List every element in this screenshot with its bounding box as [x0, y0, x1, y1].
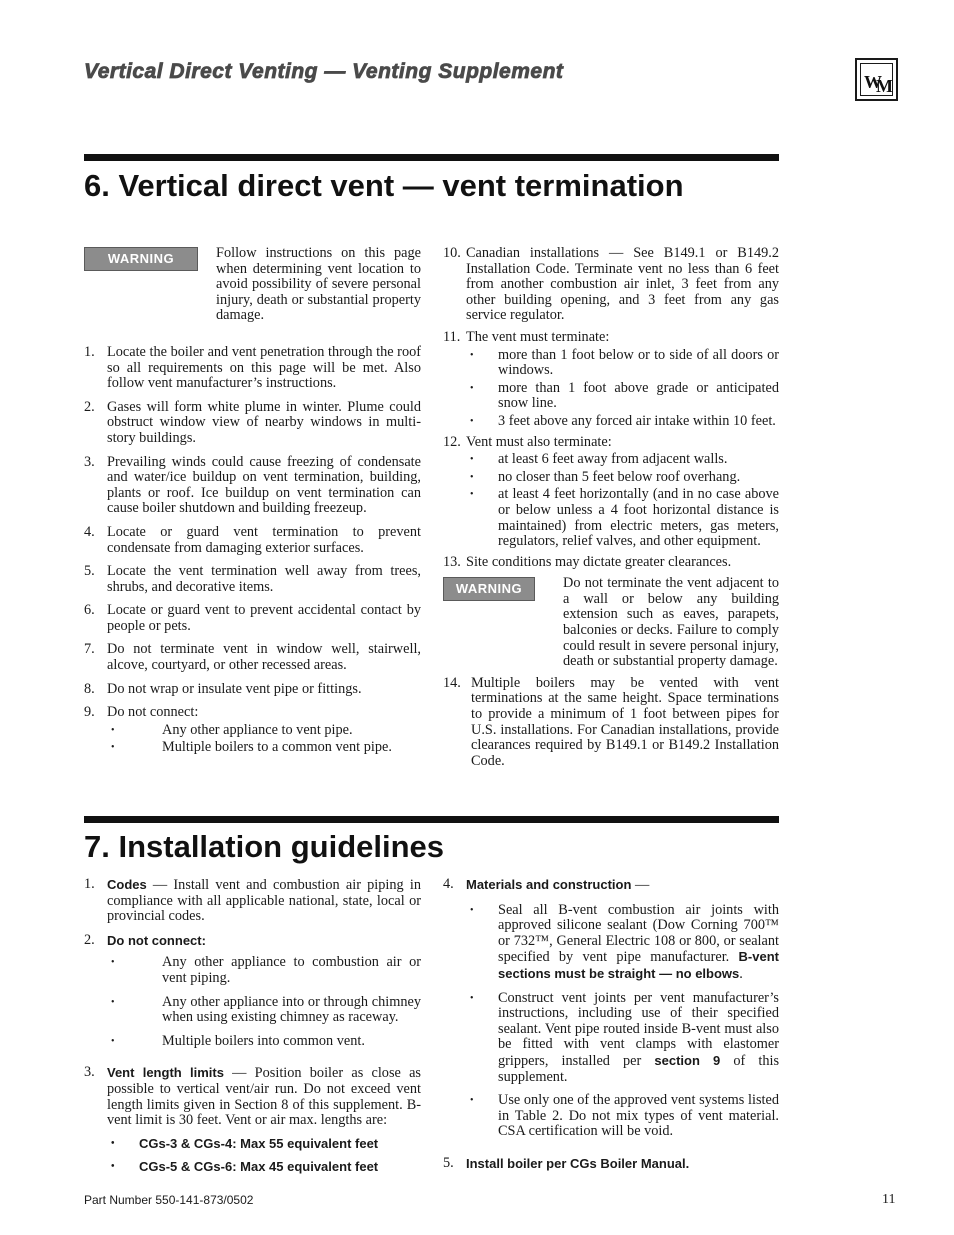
warning-text: Follow instructions on this page when determining vent location to avoid possibility of severe personal injury, death or substantial property damage. — [216, 245, 421, 324]
termination-list-end — [443, 676, 779, 770]
section-6-left-column — [84, 246, 421, 766]
warning-badge: WARNING — [443, 577, 535, 601]
list-item: 7. Do not terminate vent in window well, stairwell, alcove, courtyard, or other recessed areas. — [84, 641, 421, 674]
warning-text: Do not terminate the vent adjacent to a wall or below any building extension such as eaves, parapets, balconies or decks. Failure to comply could result in severe personal injury, death or substantial property damage. — [563, 575, 779, 670]
bullet-item: • Multiple boilers to a common vent pipe. — [111, 739, 392, 756]
guidelines-list — [84, 877, 421, 1177]
running-header: Vertical Direct Venting — Venting Supplement — [84, 60, 564, 83]
list-item: 3. Prevailing winds could cause freezing of condensate and water/ice buildup on vent termination, building, plants or roof. Ice buildup on vent termination can cause boiler shutdown and building freezeup. — [84, 453, 421, 517]
bullet-list — [466, 903, 779, 1140]
list-item: 1. Codes — Install vent and combustion air piping in compliance with all applicable national, state, local or provincial codes. — [84, 876, 421, 925]
section-rule — [84, 816, 779, 823]
warning-badge: WARNING — [84, 247, 198, 271]
section-6-right-column — [443, 246, 779, 777]
guidelines-list-continued — [443, 877, 779, 1172]
bullet-item: • 3 feet above any forced air intake within 10 feet. — [470, 412, 776, 429]
section-6-title: 6. Vertical direct vent — vent termination — [84, 168, 684, 203]
list-item: 2. Gases will form white plume in winter. Plume could obstruct window view of nearby windows in multi-story buildings. — [84, 398, 421, 446]
list-item: 11. The vent must terminate: • more than 1 foot below or to side of all doors or windows. • more than 1 foot above grade or anticipated snow line. • 3 feet above any forced air intake within 10 feet. — [443, 328, 779, 429]
bullet-item: • Multiple boilers into common vent. — [111, 1032, 365, 1049]
bullet-list — [466, 452, 779, 550]
bullet-list — [84, 723, 421, 756]
section-rule — [84, 154, 779, 161]
list-item: 6. Locate or guard vent to prevent accidental contact by people or pets. — [84, 602, 421, 634]
bullet-item: • at least 6 feet away from adjacent walls. — [470, 451, 728, 468]
section-7-right-column — [443, 877, 779, 1180]
list-item: 8. Do not wrap or insulate vent pipe or fittings. — [84, 680, 362, 697]
section-7-left-column — [84, 877, 421, 1185]
section-7-title: 7. Installation guidelines — [84, 829, 445, 864]
bullet-item: • Construct vent joints per vent manufacturer’s instructions, including use of their specified sealant. Vent pipe routed inside B-vent must also be fitted with vent clamps with elastomer grippers, installed per section 9 of this supplement. — [470, 989, 780, 1085]
list-item: 14. Multiple boilers may be vented with vent terminations at the same height. Space terminations to provide a minimum of 1 foot between pipes for U.S. installations. For Canadian installations, provide clearances required by B149.1 or B149.2 Installation Code. — [443, 674, 779, 769]
svg-text:W: W — [864, 72, 882, 92]
bullet-list — [107, 1136, 421, 1175]
bullet-item: • at least 4 feet horizontally (and in no case above or below unless a 4 foot horizontal distance is maintained) from electric meters, gas meters, regulators, relief valves, and other equipment. — [470, 486, 779, 550]
bullet-item: • no closer than 5 feet below roof overhang. — [470, 468, 741, 485]
list-item: 4. Materials and construction — • Seal all B-vent combustion air joints with approved silicone sealant (Dow Corning 700™ or 732™, General Electric 108 or 800, or sealant specified by vent pipe manufacturer. B-vent sections must be straight — no elbows. • Construct vent joints per vent manufacturer’s instructions, including use of their specified sealant. Vent pipe routed inside B-vent must also be fitted with vent clamps with elastomer grippers, installed per section 9 of this supplement. • Use only one of the approved vent systems listed in Table 2. Do not mix types of vent material. CSA certification will be void. — [443, 876, 780, 1140]
bullet-item: • CGs-3 & CGs-4: Max 55 equivalent feet — [111, 1135, 379, 1151]
list-item: 5. Install boiler per CGs Boiler Manual. — [443, 1154, 690, 1171]
list-item: 10. Canadian installations — See B149.1 or B149.2 Installation Code. Terminate vent no less than 6 feet from another combustion air inlet, 3 feet from any other building opening, and 3 feet from any gas service regulator. — [443, 245, 779, 324]
bullet-item: • Any other appliance to vent pipe. — [111, 721, 353, 738]
list-item: 13. Site conditions may dictate greater clearances. — [443, 553, 732, 570]
bullet-item: • more than 1 foot below or to side of all doors or windows. — [470, 346, 779, 379]
bullet-item: • Use only one of the approved vent systems listed in Table 2. Do not mix types of vent material. CSA certification will be void. — [470, 1092, 779, 1140]
bullet-item: • Seal all B-vent combustion air joints with approved silicone sealant (Dow Corning 700™ or 732™, General Electric 108 or 800, or sealant specified by vent pipe manufacturer. B-vent sections must be straight — no elbows. — [470, 901, 779, 982]
list-item: 9. Do not connect: • Any other appliance to vent pipe. • Multiple boilers to a common vent pipe. — [84, 705, 421, 758]
warning-block — [443, 576, 779, 670]
list-item: 2. Do not connect: • Any other appliance to combustion air or vent piping. • Any other appliance into or through chimney when using existing chimney as raceway. • Multiple boilers into common vent. — [84, 931, 421, 1049]
list-item: 3. Vent length limits — Position boiler as close as possible to vertical vent/air run. Do not exceed vent length limits given in Section 8 of this supplement. B-vent limit is 30 feet. Vent or air max. lengths are: • CGs-3 & CGs-4: Max 55 equivalent feet • CGs-5 & CGs-6: Max 45 equivalent feet — [84, 1064, 422, 1175]
bullet-item: • more than 1 foot above grade or anticipated snow line. — [470, 379, 779, 412]
termination-list-continued — [443, 246, 779, 570]
bullet-list — [84, 955, 421, 1049]
page-number: 11 — [882, 1192, 896, 1207]
bullet-item: • CGs-5 & CGs-6: Max 45 equivalent feet — [111, 1159, 379, 1175]
list-item: 4. Locate or guard vent termination to prevent condensate from damaging exterior surfaces. — [84, 523, 421, 556]
list-item: 1. Locate the boiler and vent penetration through the roof so all requirements on this page will be met. Also follow vent manufacturer’s instructions. — [84, 343, 421, 392]
wm-logo-icon — [855, 58, 898, 101]
part-number: Part Number 550-141-873/0502 — [84, 1193, 254, 1207]
list-item: 12. Vent must also terminate: • at least 6 feet away from adjacent walls. • no closer than 5 feet below roof overhang. • at least 4 feet horizontally (and in no case above or below unless a 4 foot horizontal distance is maintained) from electric meters, gas meters, regulators, relief valves, and other equipment. — [443, 433, 779, 550]
bullet-list — [466, 348, 779, 430]
warning-block — [84, 246, 421, 324]
bullet-item: • Any other appliance to combustion air or vent piping. — [111, 954, 421, 986]
bullet-item: • Any other appliance into or through chimney when using existing chimney as raceway. — [111, 993, 421, 1026]
svg-text:M: M — [876, 76, 893, 96]
list-item: 5. Locate the vent termination well away from trees, shrubs, and decorative items. — [84, 563, 421, 595]
termination-list — [84, 345, 421, 758]
